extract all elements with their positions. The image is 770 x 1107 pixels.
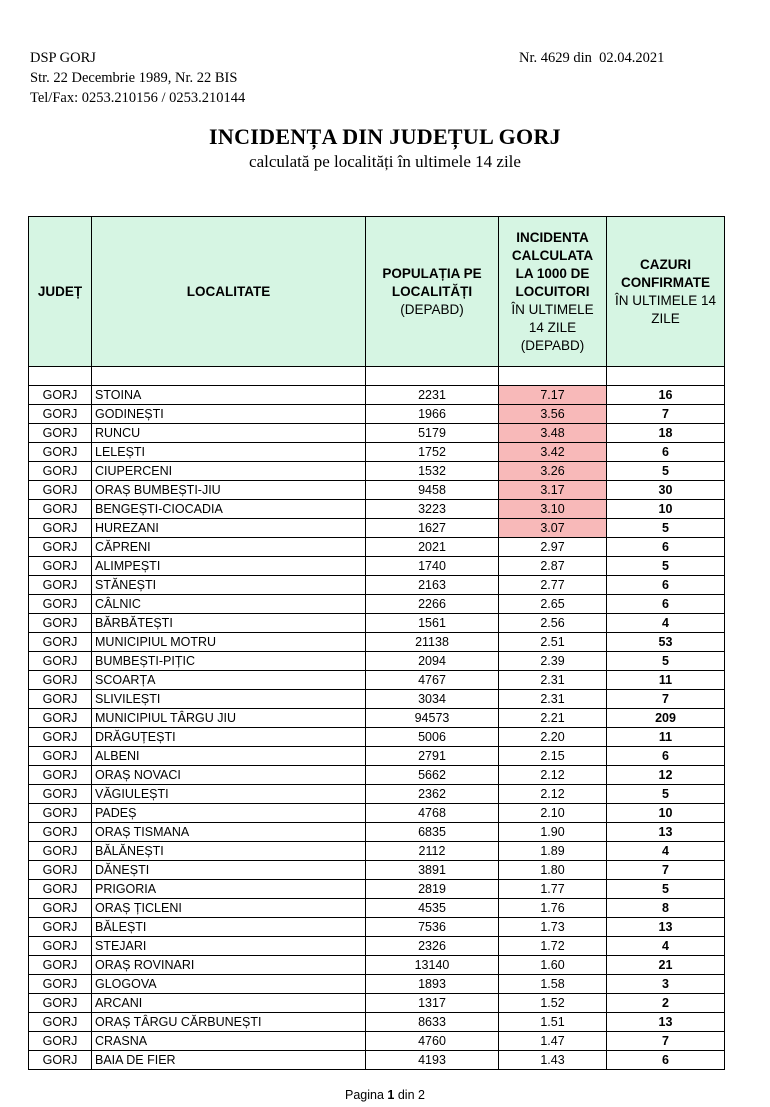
cell-incidenta: 2.21 <box>499 709 607 728</box>
cell-incidenta: 1.43 <box>499 1051 607 1070</box>
cell-incidenta: 2.10 <box>499 804 607 823</box>
cell-populatie: 2112 <box>366 842 499 861</box>
cell-judet: GORJ <box>29 785 92 804</box>
cell-incidenta: 2.56 <box>499 614 607 633</box>
cell-localitate: BENGEȘTI-CIOCADIA <box>92 500 366 519</box>
cell-populatie: 2231 <box>366 386 499 405</box>
table-row <box>29 1013 725 1032</box>
cell-localitate: GODINEȘTI <box>92 405 366 424</box>
incidence-table <box>28 216 725 1070</box>
cell-incidenta: 3.42 <box>499 443 607 462</box>
cell-cazuri: 6 <box>607 595 725 614</box>
cell-cazuri: 13 <box>607 823 725 842</box>
header-spacer-row <box>29 367 725 386</box>
table-row <box>29 519 725 538</box>
cell-populatie: 5179 <box>366 424 499 443</box>
table-row <box>29 424 725 443</box>
cell-judet: GORJ <box>29 671 92 690</box>
column-header-judet: JUDEȚ <box>29 217 92 367</box>
cell-incidenta: 2.12 <box>499 766 607 785</box>
cell-localitate: ORAȘ NOVACI <box>92 766 366 785</box>
cell-localitate: ALIMPEȘTI <box>92 557 366 576</box>
cell-populatie: 2021 <box>366 538 499 557</box>
cell-cazuri: 5 <box>607 785 725 804</box>
cell-judet: GORJ <box>29 1051 92 1070</box>
cell-localitate: STOINA <box>92 386 366 405</box>
cell-cazuri: 3 <box>607 975 725 994</box>
cell-populatie: 2094 <box>366 652 499 671</box>
cell-localitate: ORAȘ TISMANA <box>92 823 366 842</box>
cell-judet: GORJ <box>29 519 92 538</box>
cell-populatie: 2362 <box>366 785 499 804</box>
column-header-incidenta: INCIDENTA CALCULATA LA 1000 DE LOCUITORI ÎN ULTIMELE 14 ZILE (DEPABD) <box>499 217 607 367</box>
cell-judet: GORJ <box>29 842 92 861</box>
column-header-localitate: LOCALITATE <box>92 217 366 367</box>
table-row <box>29 500 725 519</box>
cell-localitate: ARCANI <box>92 994 366 1013</box>
cell-localitate: ORAȘ BUMBEȘTI-JIU <box>92 481 366 500</box>
cell-populatie: 2163 <box>366 576 499 595</box>
table-row <box>29 994 725 1013</box>
cell-incidenta: 1.60 <box>499 956 607 975</box>
table-row <box>29 899 725 918</box>
cell-cazuri: 13 <box>607 1013 725 1032</box>
table-row <box>29 481 725 500</box>
table-row <box>29 956 725 975</box>
cell-incidenta: 2.20 <box>499 728 607 747</box>
cell-populatie: 8633 <box>366 1013 499 1032</box>
column-header-populatie: POPULAȚIA PE LOCALITĂȚI (DEPABD) <box>366 217 499 367</box>
cell-judet: GORJ <box>29 766 92 785</box>
table-row <box>29 557 725 576</box>
cell-populatie: 13140 <box>366 956 499 975</box>
table-row <box>29 747 725 766</box>
cell-cazuri: 4 <box>607 614 725 633</box>
document-header-sender <box>30 48 245 108</box>
cell-incidenta: 2.87 <box>499 557 607 576</box>
cell-incidenta: 3.17 <box>499 481 607 500</box>
page-footer <box>0 1088 770 1102</box>
cell-cazuri: 12 <box>607 766 725 785</box>
cell-judet: GORJ <box>29 633 92 652</box>
cell-cazuri: 209 <box>607 709 725 728</box>
cell-populatie: 2326 <box>366 937 499 956</box>
cell-cazuri: 10 <box>607 500 725 519</box>
cell-judet: GORJ <box>29 861 92 880</box>
table-row <box>29 595 725 614</box>
cell-populatie: 1317 <box>366 994 499 1013</box>
cell-cazuri: 6 <box>607 1051 725 1070</box>
table-row <box>29 652 725 671</box>
cell-populatie: 7536 <box>366 918 499 937</box>
cell-judet: GORJ <box>29 975 92 994</box>
cell-incidenta: 3.10 <box>499 500 607 519</box>
table-body <box>29 367 725 1070</box>
cell-populatie: 1740 <box>366 557 499 576</box>
cell-judet: GORJ <box>29 443 92 462</box>
table-row <box>29 728 725 747</box>
cell-judet: GORJ <box>29 823 92 842</box>
cell-judet: GORJ <box>29 576 92 595</box>
cell-localitate: ORAȘ ROVINARI <box>92 956 366 975</box>
cell-judet: GORJ <box>29 937 92 956</box>
cell-judet: GORJ <box>29 557 92 576</box>
cell-cazuri: 7 <box>607 861 725 880</box>
footer-page-total: 2 <box>418 1088 425 1102</box>
cell-incidenta: 2.31 <box>499 671 607 690</box>
cell-localitate: VĂGIULEȘTI <box>92 785 366 804</box>
cell-populatie: 1893 <box>366 975 499 994</box>
table-row <box>29 462 725 481</box>
cell-judet: GORJ <box>29 880 92 899</box>
cell-localitate: LELEȘTI <box>92 443 366 462</box>
cell-judet: GORJ <box>29 804 92 823</box>
cell-populatie: 3034 <box>366 690 499 709</box>
cell-incidenta: 2.77 <box>499 576 607 595</box>
document-reference: Nr. 4629 din 02.04.2021 <box>519 50 665 66</box>
table-row <box>29 785 725 804</box>
cell-cazuri: 2 <box>607 994 725 1013</box>
cell-judet: GORJ <box>29 728 92 747</box>
cell-localitate: RUNCU <box>92 424 366 443</box>
footer-page-number: 1 <box>387 1088 395 1102</box>
cell-judet: GORJ <box>29 386 92 405</box>
cell-incidenta: 2.15 <box>499 747 607 766</box>
table-row <box>29 386 725 405</box>
table-row <box>29 690 725 709</box>
cell-localitate: CRASNA <box>92 1032 366 1051</box>
cell-localitate: DĂNEȘTI <box>92 861 366 880</box>
cell-localitate: BĂRBĂTEȘTI <box>92 614 366 633</box>
cell-populatie: 3223 <box>366 500 499 519</box>
table-row <box>29 538 725 557</box>
cell-localitate: BUMBEȘTI-PIȚIC <box>92 652 366 671</box>
cell-cazuri: 10 <box>607 804 725 823</box>
table-row <box>29 709 725 728</box>
cell-cazuri: 21 <box>607 956 725 975</box>
cell-localitate: DRĂGUȚEȘTI <box>92 728 366 747</box>
cell-populatie: 94573 <box>366 709 499 728</box>
cell-populatie: 4767 <box>366 671 499 690</box>
cell-incidenta: 1.52 <box>499 994 607 1013</box>
org-phone: Tel/Fax: 0253.210156 / 0253.210144 <box>30 90 246 106</box>
cell-cazuri: 5 <box>607 557 725 576</box>
cell-localitate: MUNICIPIUL MOTRU <box>92 633 366 652</box>
cell-incidenta: 2.12 <box>499 785 607 804</box>
cell-judet: GORJ <box>29 994 92 1013</box>
cell-localitate: ALBENI <box>92 747 366 766</box>
cell-incidenta: 1.80 <box>499 861 607 880</box>
footer-prefix: Pagina <box>345 1088 388 1102</box>
table-row <box>29 804 725 823</box>
cell-cazuri: 30 <box>607 481 725 500</box>
cell-incidenta: 2.51 <box>499 633 607 652</box>
cell-judet: GORJ <box>29 652 92 671</box>
cell-populatie: 4535 <box>366 899 499 918</box>
cell-localitate: ORAȘ TÂRGU CĂRBUNEȘTI <box>92 1013 366 1032</box>
cell-localitate: ORAȘ ȚICLENI <box>92 899 366 918</box>
cell-localitate: STEJARI <box>92 937 366 956</box>
cell-incidenta: 2.31 <box>499 690 607 709</box>
table-row <box>29 842 725 861</box>
cell-localitate: CIUPERCENI <box>92 462 366 481</box>
cell-incidenta: 3.07 <box>499 519 607 538</box>
table-row <box>29 766 725 785</box>
cell-incidenta: 3.26 <box>499 462 607 481</box>
cell-cazuri: 6 <box>607 538 725 557</box>
cell-populatie: 1532 <box>366 462 499 481</box>
org-address: Str. 22 Decembrie 1989, Nr. 22 BIS <box>30 70 238 86</box>
cell-incidenta: 1.76 <box>499 899 607 918</box>
cell-incidenta: 2.39 <box>499 652 607 671</box>
cell-cazuri: 5 <box>607 652 725 671</box>
cell-localitate: STĂNEȘTI <box>92 576 366 595</box>
cell-cazuri: 11 <box>607 671 725 690</box>
cell-judet: GORJ <box>29 405 92 424</box>
table-header-row <box>29 217 725 367</box>
cell-incidenta: 1.77 <box>499 880 607 899</box>
cell-localitate: CĂPRENI <box>92 538 366 557</box>
cell-judet: GORJ <box>29 424 92 443</box>
cell-judet: GORJ <box>29 481 92 500</box>
cell-cazuri: 6 <box>607 443 725 462</box>
cell-judet: GORJ <box>29 1013 92 1032</box>
table-row <box>29 443 725 462</box>
cell-incidenta: 1.58 <box>499 975 607 994</box>
cell-populatie: 21138 <box>366 633 499 652</box>
cell-judet: GORJ <box>29 918 92 937</box>
cell-cazuri: 5 <box>607 880 725 899</box>
cell-cazuri: 18 <box>607 424 725 443</box>
cell-cazuri: 7 <box>607 405 725 424</box>
cell-localitate: MUNICIPIUL TÂRGU JIU <box>92 709 366 728</box>
cell-incidenta: 1.73 <box>499 918 607 937</box>
cell-incidenta: 1.47 <box>499 1032 607 1051</box>
cell-populatie: 6835 <box>366 823 499 842</box>
table-row <box>29 633 725 652</box>
cell-cazuri: 6 <box>607 747 725 766</box>
cell-judet: GORJ <box>29 500 92 519</box>
table-row <box>29 937 725 956</box>
page-subtitle: calculată pe localități în ultimele 14 zile <box>249 152 521 171</box>
cell-incidenta: 1.90 <box>499 823 607 842</box>
cell-incidenta: 3.48 <box>499 424 607 443</box>
cell-localitate: BĂLĂNEȘTI <box>92 842 366 861</box>
table-row <box>29 975 725 994</box>
table-row <box>29 405 725 424</box>
cell-incidenta: 1.51 <box>499 1013 607 1032</box>
cell-populatie: 1627 <box>366 519 499 538</box>
cell-populatie: 2266 <box>366 595 499 614</box>
page-title: INCIDENȚA DIN JUDEȚUL GORJ <box>209 124 561 149</box>
cell-populatie: 3891 <box>366 861 499 880</box>
table-row <box>29 1051 725 1070</box>
cell-cazuri: 4 <box>607 842 725 861</box>
cell-populatie: 2791 <box>366 747 499 766</box>
cell-judet: GORJ <box>29 614 92 633</box>
cell-localitate: PRIGORIA <box>92 880 366 899</box>
cell-cazuri: 7 <box>607 690 725 709</box>
cell-judet: GORJ <box>29 956 92 975</box>
cell-cazuri: 7 <box>607 1032 725 1051</box>
cell-judet: GORJ <box>29 1032 92 1051</box>
cell-judet: GORJ <box>29 462 92 481</box>
cell-cazuri: 5 <box>607 519 725 538</box>
cell-localitate: SCOARȚA <box>92 671 366 690</box>
cell-localitate: PADEȘ <box>92 804 366 823</box>
cell-cazuri: 6 <box>607 576 725 595</box>
cell-populatie: 1752 <box>366 443 499 462</box>
footer-separator: din <box>394 1088 419 1102</box>
cell-localitate: SLIVILEȘTI <box>92 690 366 709</box>
cell-localitate: GLOGOVA <box>92 975 366 994</box>
cell-judet: GORJ <box>29 595 92 614</box>
table-row <box>29 861 725 880</box>
cell-populatie: 1561 <box>366 614 499 633</box>
cell-populatie: 4760 <box>366 1032 499 1051</box>
cell-judet: GORJ <box>29 538 92 557</box>
cell-localitate: CÂLNIC <box>92 595 366 614</box>
cell-populatie: 5006 <box>366 728 499 747</box>
cell-judet: GORJ <box>29 899 92 918</box>
cell-judet: GORJ <box>29 709 92 728</box>
table-row <box>29 614 725 633</box>
table-row <box>29 918 725 937</box>
cell-populatie: 4193 <box>366 1051 499 1070</box>
cell-localitate: BĂLEȘTI <box>92 918 366 937</box>
cell-localitate: HUREZANI <box>92 519 366 538</box>
cell-populatie: 1966 <box>366 405 499 424</box>
table-row <box>29 880 725 899</box>
cell-cazuri: 16 <box>607 386 725 405</box>
table-row <box>29 671 725 690</box>
cell-cazuri: 11 <box>607 728 725 747</box>
table-row <box>29 1032 725 1051</box>
cell-populatie: 4768 <box>366 804 499 823</box>
cell-populatie: 5662 <box>366 766 499 785</box>
cell-populatie: 9458 <box>366 481 499 500</box>
org-name: DSP GORJ <box>30 50 96 66</box>
cell-incidenta: 2.65 <box>499 595 607 614</box>
cell-populatie: 2819 <box>366 880 499 899</box>
cell-cazuri: 13 <box>607 918 725 937</box>
cell-judet: GORJ <box>29 690 92 709</box>
cell-incidenta: 1.89 <box>499 842 607 861</box>
column-header-cazuri: CAZURI CONFIRMATE ÎN ULTIMELE 14 ZILE <box>607 217 725 367</box>
cell-cazuri: 53 <box>607 633 725 652</box>
cell-localitate: BAIA DE FIER <box>92 1051 366 1070</box>
table-row <box>29 576 725 595</box>
cell-cazuri: 5 <box>607 462 725 481</box>
cell-incidenta: 7.17 <box>499 386 607 405</box>
cell-cazuri: 8 <box>607 899 725 918</box>
cell-incidenta: 2.97 <box>499 538 607 557</box>
cell-incidenta: 3.56 <box>499 405 607 424</box>
table-row <box>29 823 725 842</box>
cell-judet: GORJ <box>29 747 92 766</box>
cell-incidenta: 1.72 <box>499 937 607 956</box>
cell-cazuri: 4 <box>607 937 725 956</box>
